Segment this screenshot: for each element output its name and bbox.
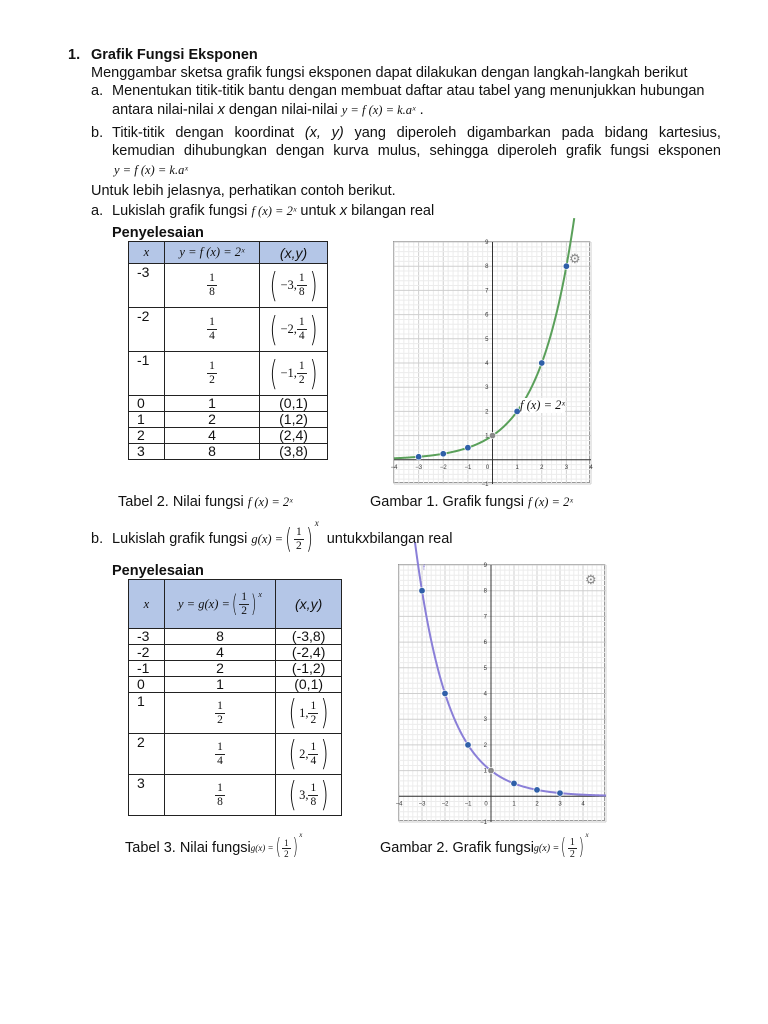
table-cell-xy <box>276 775 342 816</box>
y-tick-label: 7 <box>485 288 489 295</box>
part-a-text: Lukislah grafik fungsi <box>112 203 252 219</box>
right-paren-glyph: ) <box>320 693 329 733</box>
x-tick-label: −1 <box>464 464 472 471</box>
step-a-formula: y = f (x) = k.aˣ <box>341 103 416 117</box>
table-cell-xy: (-3,8) <box>276 629 342 645</box>
word: mulus, <box>377 143 421 159</box>
step-a-label: a. <box>91 83 104 99</box>
x-tick-label: 4 <box>589 464 593 471</box>
fraction <box>207 272 217 299</box>
x-tick-label: 3 <box>558 801 562 808</box>
table-cell-xy: (0,1) <box>276 677 342 693</box>
table-2-caption <box>118 493 293 511</box>
intro-paragraph: Menggambar sketsa grafik fungsi eksponen dapat dilakukan dengan langkah-langkah berikut <box>91 65 688 81</box>
fraction <box>308 782 318 809</box>
data-point <box>440 451 446 457</box>
table-cell-xy: (3,8) <box>260 444 328 460</box>
table-row <box>129 264 328 308</box>
table-header-row <box>129 242 328 264</box>
part-b-formula-exponent: x <box>314 518 319 528</box>
fraction-denominator: 2 <box>241 604 248 617</box>
point-notation <box>267 265 320 306</box>
point-x: −3, <box>280 278 297 292</box>
left-paren-glyph: ( <box>285 522 292 555</box>
y-tick-label: −1 <box>480 820 487 826</box>
fraction <box>297 360 307 387</box>
figure-1-caption <box>370 493 573 511</box>
left-paren-glyph: ( <box>288 734 297 774</box>
point-notation <box>267 353 320 394</box>
x-tick-label: −3 <box>415 464 423 471</box>
right-paren-glyph: ) <box>320 775 329 815</box>
left-paren-glyph: ( <box>269 309 278 350</box>
part-b-text-mid: untuk <box>326 531 363 547</box>
point-x: −2, <box>280 322 297 336</box>
table-2-caption-formula: f (x) = 2ˣ <box>247 495 293 509</box>
table-row <box>129 412 328 428</box>
x-tick-label: 3 <box>564 464 569 471</box>
caption-formula-lhs: g(x) = <box>533 842 560 854</box>
left-paren-glyph: ( <box>269 265 278 306</box>
fraction <box>215 741 225 768</box>
right-paren-glyph: ) <box>578 835 584 860</box>
point-x: 1, <box>299 705 309 720</box>
data-point <box>415 454 421 460</box>
step-b-label: b. <box>91 125 104 141</box>
x-tick-label: 0 <box>485 464 490 471</box>
table-row <box>129 734 342 775</box>
table-cell-y: 1 <box>164 677 276 693</box>
table-row <box>129 396 328 412</box>
graph-2-function-label: f <box>423 565 425 572</box>
table-cell-y <box>164 775 276 816</box>
step-a-x: x <box>217 102 225 118</box>
table-3-caption <box>125 831 302 865</box>
step-a-text-mid: dengan nilai-nilai <box>224 102 342 118</box>
part-a-text-mid: untuk <box>296 203 340 219</box>
table-header-xy: (x,y) <box>276 580 342 629</box>
table-row <box>129 775 342 816</box>
point-notation <box>286 775 332 815</box>
fraction <box>297 272 307 299</box>
x-tick-label: 2 <box>535 801 539 808</box>
y-tick-label: 9 <box>483 563 487 569</box>
y-tick-label: 5 <box>485 336 489 343</box>
graph-1-function-label: f (x) = 2ˣ <box>520 398 565 412</box>
table-header-x: x <box>129 242 165 264</box>
table-cell-x: -1 <box>129 352 165 396</box>
caption-formula-lhs: g(x) = <box>250 843 274 853</box>
x-tick-label: −2 <box>439 464 447 471</box>
left-paren-glyph: ( <box>561 835 567 860</box>
word: (x, <box>304 125 321 141</box>
step-b-formula: y = f (x) = k.aˣ <box>114 163 188 177</box>
table-row <box>129 308 328 352</box>
x-tick-label: 0 <box>484 801 488 808</box>
part-a-label: a. <box>91 203 104 219</box>
x-tick-label: 1 <box>512 801 516 808</box>
figure-2-caption <box>380 831 589 865</box>
part-b-formula-fraction <box>294 526 304 553</box>
point-notation <box>286 693 332 733</box>
data-point <box>489 432 495 438</box>
part-b-label: b. <box>91 531 104 547</box>
fraction-denominator: 4 <box>217 754 223 767</box>
table-header-y <box>164 580 276 629</box>
right-paren-glyph: ) <box>305 522 313 555</box>
table-cell-y: 2 <box>164 661 276 677</box>
table-cell-x: -3 <box>129 629 165 645</box>
table-header-y: y = f (x) = 2ˣ <box>164 242 259 264</box>
y-tick-label: −1 <box>481 482 489 488</box>
data-point <box>465 445 471 451</box>
table-2 <box>128 241 328 460</box>
table-2-caption-text: Tabel 2. Nilai fungsi <box>118 494 248 510</box>
fraction-numerator: 1 <box>298 316 305 328</box>
table-cell-x: 3 <box>129 444 165 460</box>
caption-exponent: x <box>585 831 589 839</box>
word: y) <box>331 125 344 141</box>
fraction-denominator: 2 <box>284 848 289 859</box>
word: kurva <box>333 143 369 159</box>
table-cell-x: 1 <box>129 693 165 734</box>
table-cell-y <box>164 734 276 775</box>
function-curve <box>394 218 574 458</box>
header-fraction <box>239 591 249 618</box>
word: eksponen <box>658 143 721 159</box>
step-a-line2 <box>112 101 424 119</box>
fraction-denominator: 2 <box>209 374 215 386</box>
point-x: −1, <box>280 366 297 380</box>
table-header-x: x <box>129 580 165 629</box>
table-row <box>129 661 342 677</box>
table-cell-x: 2 <box>129 428 165 444</box>
word: pada <box>561 125 594 141</box>
y-tick-label: 7 <box>483 614 487 621</box>
y-tick-label: 5 <box>483 665 487 672</box>
x-tick-label: −1 <box>464 801 472 808</box>
word: koordinat <box>234 125 295 141</box>
step-a-text: antara nilai-nilai <box>112 102 218 118</box>
table-cell-y <box>164 308 259 352</box>
word: fungsi <box>610 143 650 159</box>
figure-2-caption-text: Gambar 2. Grafik fungsi <box>380 840 534 856</box>
data-point <box>442 690 448 696</box>
fraction-numerator: 1 <box>569 836 575 848</box>
right-paren-glyph: ) <box>320 734 329 774</box>
y-tick-label: 6 <box>483 640 487 647</box>
fraction <box>215 782 225 809</box>
table-cell-xy: (-1,2) <box>276 661 342 677</box>
settings-gear-icon[interactable]: ⚙ <box>569 251 581 266</box>
left-paren-glyph: ( <box>288 775 297 815</box>
table-cell-x: -1 <box>129 661 165 677</box>
table-row <box>129 693 342 734</box>
fraction-denominator: 4 <box>310 754 317 767</box>
left-paren-glyph: ( <box>231 590 238 618</box>
table-cell-y: 1 <box>164 396 259 412</box>
fraction-denominator: 4 <box>209 330 215 342</box>
fraction-denominator: 2 <box>298 374 305 386</box>
point-notation <box>267 309 320 350</box>
fraction-denominator: 8 <box>310 795 317 808</box>
x-tick-label: −2 <box>441 801 449 808</box>
word: Titik-titik <box>112 125 165 141</box>
y-tick-label: 8 <box>483 588 487 595</box>
caption-fraction <box>568 837 577 860</box>
x-tick-label: −4 <box>390 464 398 471</box>
y-tick-label: 2 <box>485 409 489 416</box>
fraction-numerator: 1 <box>310 781 317 794</box>
part-b-text-post: bilangan real <box>369 531 453 547</box>
fraction-numerator: 1 <box>298 272 305 284</box>
fraction-numerator: 1 <box>241 590 248 603</box>
fraction-denominator: 8 <box>298 286 305 298</box>
table-cell-x: 2 <box>129 734 165 775</box>
point-x: 2, <box>299 746 309 761</box>
word: dengan <box>275 143 325 159</box>
word: sehingga <box>429 143 489 159</box>
step-b-line2 <box>112 142 721 160</box>
fraction <box>207 316 217 343</box>
word: digambarkan <box>467 125 551 141</box>
fraction-numerator: 1 <box>310 699 317 712</box>
data-point <box>465 742 471 748</box>
header-formula: y = g(x) = <box>178 596 230 611</box>
graph-2 <box>395 563 605 826</box>
data-point <box>557 790 563 796</box>
table-cell-x: 3 <box>129 775 165 816</box>
fraction-denominator: 2 <box>569 848 575 860</box>
left-paren-glyph: ( <box>275 835 281 860</box>
word: kemudian <box>112 143 175 159</box>
table-cell-y: 4 <box>164 428 259 444</box>
y-tick-label: 4 <box>483 691 487 698</box>
point-notation <box>286 734 332 774</box>
y-tick-label: 4 <box>485 361 489 367</box>
step-a-end: . <box>419 102 424 118</box>
right-paren-glyph: ) <box>250 590 257 618</box>
table-cell-y: 4 <box>164 645 276 661</box>
fraction <box>297 316 307 343</box>
fraction-numerator: 1 <box>310 740 317 753</box>
graph-1-svg <box>390 240 593 488</box>
table-cell-xy <box>260 264 328 308</box>
right-paren-glyph: ) <box>309 353 318 394</box>
y-tick-label: 3 <box>483 717 487 724</box>
fraction-denominator: 8 <box>217 795 223 808</box>
y-tick-label: 8 <box>485 264 489 271</box>
figure-1-caption-text: Gambar 1. Grafik fungsi <box>370 494 528 510</box>
graph-2-svg <box>395 563 606 826</box>
table-row <box>129 629 342 645</box>
fraction <box>308 700 318 727</box>
y-tick-label: 6 <box>485 312 489 319</box>
part-a-solution-heading: Penyelesaian <box>112 225 204 241</box>
part-a-question <box>112 202 434 220</box>
table-cell-y: 8 <box>164 629 276 645</box>
table-row <box>129 677 342 693</box>
table-header-row <box>129 580 342 629</box>
fraction-numerator: 1 <box>284 837 289 848</box>
table-cell-xy: (2,4) <box>260 428 328 444</box>
word: bidang <box>604 125 649 141</box>
fraction <box>308 741 318 768</box>
table-cell-y <box>164 352 259 396</box>
table-header-xy: (x,y) <box>260 242 328 264</box>
left-paren-glyph: ( <box>269 353 278 394</box>
figure-1-caption-formula: f (x) = 2ˣ <box>527 495 573 509</box>
table-3-caption-text: Tabel 3. Nilai fungsi <box>125 840 251 856</box>
example-intro: Untuk lebih jelasnya, perhatikan contoh berikut. <box>91 183 396 199</box>
fraction-numerator: 1 <box>209 272 215 284</box>
fraction-denominator: 2 <box>310 713 317 726</box>
section-number: 1. <box>68 47 81 63</box>
caption-exponent: x <box>299 831 303 839</box>
word: grafik <box>565 143 602 159</box>
table-row <box>129 352 328 396</box>
word: dengan <box>175 125 224 141</box>
table-cell-xy <box>276 734 342 775</box>
x-tick-label: −3 <box>418 801 426 808</box>
settings-gear-icon[interactable]: ⚙ <box>585 572 597 587</box>
table-cell-y <box>164 264 259 308</box>
fraction-numerator: 1 <box>217 781 223 794</box>
table-cell-xy <box>260 352 328 396</box>
right-paren-glyph: ) <box>309 265 318 306</box>
data-point <box>419 588 425 594</box>
table-cell-xy: (1,2) <box>260 412 328 428</box>
fraction-numerator: 1 <box>209 316 215 328</box>
table-cell-x: -3 <box>129 264 165 308</box>
y-tick-label: 1 <box>485 433 489 440</box>
part-a-text-post: bilangan real <box>347 203 435 219</box>
table-cell-y: 8 <box>164 444 259 460</box>
table-cell-xy: (-2,4) <box>276 645 342 661</box>
data-point <box>511 780 517 786</box>
right-paren-glyph: ) <box>309 309 318 350</box>
x-tick-label: 2 <box>540 464 544 471</box>
fraction-numerator: 1 <box>209 360 215 372</box>
y-tick-label: 2 <box>483 742 487 749</box>
y-tick-label: 3 <box>485 385 489 392</box>
word: diperoleh <box>396 125 457 141</box>
part-b-formula-lhs: g(x) = <box>251 531 284 546</box>
fraction-denominator: 2 <box>296 539 302 552</box>
header-exponent: x <box>258 590 262 599</box>
x-tick-label: −4 <box>395 801 403 808</box>
table-cell-x: 0 <box>129 396 165 412</box>
part-a-formula: f (x) = 2ˣ <box>251 204 297 218</box>
fraction-denominator: 2 <box>217 713 223 726</box>
point-x: 3, <box>299 787 309 802</box>
caption-fraction <box>282 838 291 859</box>
table-cell-xy: (0,1) <box>260 396 328 412</box>
left-paren-glyph: ( <box>288 693 297 733</box>
data-point <box>539 360 545 366</box>
fraction-numerator: 1 <box>217 740 223 753</box>
x-tick-label: 4 <box>581 801 585 808</box>
table-row <box>129 645 342 661</box>
table-cell-y <box>164 693 276 734</box>
fraction-numerator: 1 <box>217 699 223 712</box>
graph-1 <box>390 240 593 488</box>
part-b-solution-heading: Penyelesaian <box>112 563 204 579</box>
word: dihubungkan <box>183 143 267 159</box>
table-cell-y: 2 <box>164 412 259 428</box>
right-paren-glyph: ) <box>292 835 298 860</box>
table-cell-x: -2 <box>129 645 165 661</box>
step-a-line1: Menentukan titik-titik bantu dengan membuat daftar atau tabel yang menunjukkan hubungan <box>112 83 705 99</box>
word: diperoleh <box>497 143 557 159</box>
table-cell-xy <box>260 308 328 352</box>
table-row <box>129 428 328 444</box>
part-b-x: x <box>362 531 370 547</box>
table-cell-xy <box>276 693 342 734</box>
table-3 <box>128 579 342 816</box>
fraction-denominator: 8 <box>209 286 215 298</box>
table-cell-x: 1 <box>129 412 165 428</box>
fraction-numerator: 1 <box>296 525 302 538</box>
part-b-text: Lukislah grafik fungsi <box>112 531 248 547</box>
y-tick-label: 9 <box>485 240 489 246</box>
y-tick-label: 1 <box>483 768 487 775</box>
section-title: Grafik Fungsi Eksponen <box>91 47 258 63</box>
table-cell-x: -2 <box>129 308 165 352</box>
fraction-numerator: 1 <box>298 360 305 372</box>
table-cell-x: 0 <box>129 677 165 693</box>
word: kartesius, <box>658 125 721 141</box>
word: yang <box>354 125 386 141</box>
fraction <box>215 700 225 727</box>
part-b-question <box>112 518 453 560</box>
data-point <box>534 787 540 793</box>
data-point <box>488 767 494 773</box>
fraction-denominator: 4 <box>298 330 305 342</box>
fraction <box>207 360 217 387</box>
step-b-line1 <box>112 124 721 142</box>
table-row <box>129 444 328 460</box>
x-tick-label: 1 <box>515 464 519 471</box>
part-a-x: x <box>339 203 348 219</box>
